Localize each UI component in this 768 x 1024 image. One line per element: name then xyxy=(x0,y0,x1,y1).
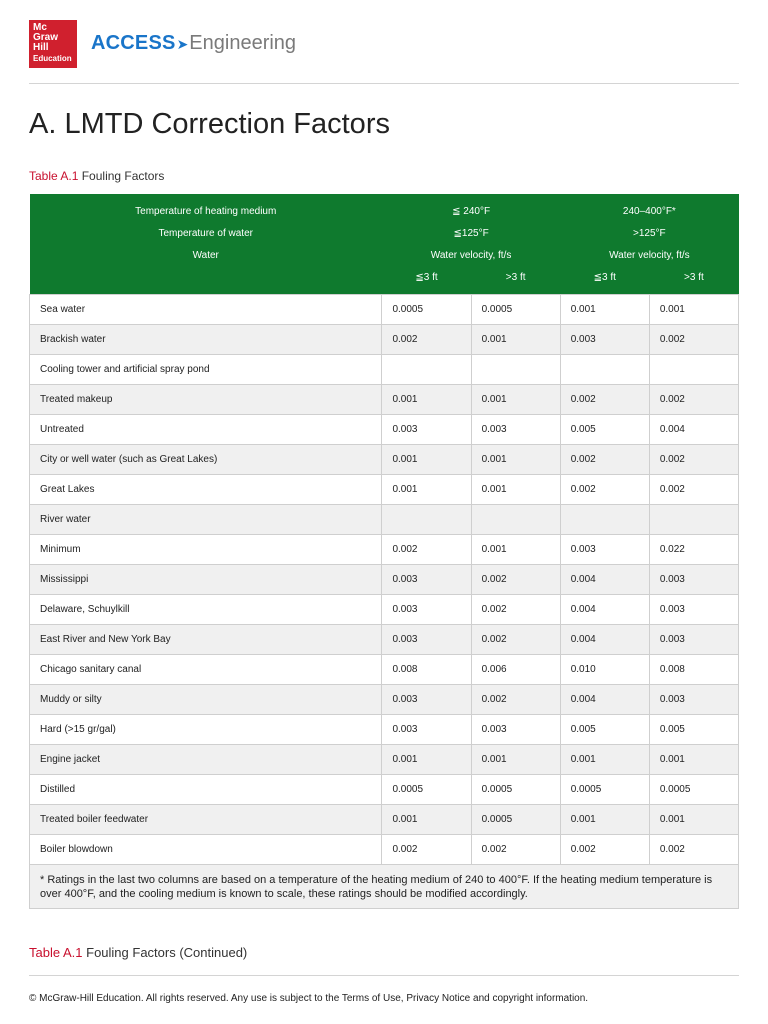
table-cell: 0.002 xyxy=(471,625,560,655)
table-cell: 0.002 xyxy=(471,565,560,595)
table-row xyxy=(30,685,739,715)
table-cell: 0.0005 xyxy=(382,295,471,325)
table-cell xyxy=(471,505,560,535)
table-cell: 0.002 xyxy=(649,385,738,415)
table-cell: 0.001 xyxy=(382,445,471,475)
table-cell: 0.0005 xyxy=(471,805,560,835)
table-cell: 0.008 xyxy=(649,655,738,685)
table-cell: 0.004 xyxy=(560,595,649,625)
table-cell: 0.005 xyxy=(649,715,738,745)
row-label: Minimum xyxy=(30,535,382,565)
header-cell: Water xyxy=(30,244,382,266)
table-cell: 0.003 xyxy=(471,415,560,445)
header-cell: >3 ft xyxy=(471,266,560,295)
table-row xyxy=(30,475,739,505)
row-label: Distilled xyxy=(30,775,382,805)
table-cell: 0.005 xyxy=(560,415,649,445)
table-caption xyxy=(29,169,164,183)
page-title: A. LMTD Correction Factors xyxy=(29,108,390,140)
table-row xyxy=(30,835,739,865)
header-row xyxy=(30,222,739,244)
row-label: Boiler blowdown xyxy=(30,835,382,865)
brand-access: ACCESS xyxy=(91,32,176,54)
header-cell: >3 ft xyxy=(649,266,738,295)
table-row xyxy=(30,805,739,835)
table-row xyxy=(30,625,739,655)
footer-divider xyxy=(29,975,739,976)
table-cell: 0.002 xyxy=(471,685,560,715)
table-row xyxy=(30,295,739,325)
table-cell: 0.004 xyxy=(560,685,649,715)
table-cell: 0.001 xyxy=(382,475,471,505)
table-caption-label[interactable]: Table A.1 xyxy=(29,169,79,183)
brand-arrow-icon: ➤ xyxy=(176,36,189,52)
row-label: Sea water xyxy=(30,295,382,325)
table-cell: 0.003 xyxy=(382,625,471,655)
table-row xyxy=(30,325,739,355)
table-cell: 0.003 xyxy=(649,595,738,625)
fouling-factors-table xyxy=(29,194,739,909)
table-cell: 0.001 xyxy=(560,745,649,775)
table-cell: 0.001 xyxy=(649,295,738,325)
table-cell: 0.001 xyxy=(560,805,649,835)
header-cell: ≦125°F xyxy=(382,222,560,244)
table-row xyxy=(30,655,739,685)
table-cell: 0.001 xyxy=(471,385,560,415)
header-cell: >125°F xyxy=(560,222,738,244)
logo-line: Hill xyxy=(33,42,49,53)
table-cell: 0.002 xyxy=(649,325,738,355)
row-label: Brackish water xyxy=(30,325,382,355)
table-cell xyxy=(649,355,738,385)
table-cell: 0.001 xyxy=(471,325,560,355)
logo-line: Graw xyxy=(33,32,59,43)
table-cell: 0.022 xyxy=(649,535,738,565)
table-cell: 0.001 xyxy=(471,535,560,565)
table-header xyxy=(30,194,739,295)
table-body xyxy=(30,295,739,909)
table-cell: 0.003 xyxy=(560,535,649,565)
table-cell: 0.0005 xyxy=(649,775,738,805)
table-cell: 0.003 xyxy=(649,565,738,595)
table-cell: 0.0005 xyxy=(560,775,649,805)
header-cell: ≦ 240°F xyxy=(382,194,560,222)
table-row xyxy=(30,745,739,775)
table-cell: 0.0005 xyxy=(471,295,560,325)
table-cell: 0.002 xyxy=(649,835,738,865)
table-row xyxy=(30,715,739,745)
table-cell: 0.004 xyxy=(560,565,649,595)
footnote-row xyxy=(30,865,739,909)
row-label: Chicago sanitary canal xyxy=(30,655,382,685)
table-cell xyxy=(649,505,738,535)
table-cell: 0.002 xyxy=(471,595,560,625)
row-label: Treated makeup xyxy=(30,385,382,415)
brand-engineering: Engineering xyxy=(189,32,297,54)
table-caption-text: Fouling Factors (Continued) xyxy=(86,945,248,960)
table-row xyxy=(30,595,739,625)
table-caption-continued xyxy=(29,945,247,960)
table-cell: 0.001 xyxy=(649,745,738,775)
row-label: Untreated xyxy=(30,415,382,445)
table-cell: 0.003 xyxy=(382,685,471,715)
table-cell: 0.001 xyxy=(382,385,471,415)
header-cell xyxy=(30,266,382,295)
table-cell xyxy=(560,505,649,535)
header-row xyxy=(30,266,739,295)
table-cell: 0.003 xyxy=(471,715,560,745)
table-cell: 0.002 xyxy=(560,445,649,475)
row-label: Muddy or silty xyxy=(30,685,382,715)
row-label: River water xyxy=(30,505,382,535)
table-cell: 0.003 xyxy=(382,415,471,445)
row-label: Cooling tower and artificial spray pond xyxy=(30,355,382,385)
table-cell: 0.004 xyxy=(649,415,738,445)
table-cell: 0.003 xyxy=(649,625,738,655)
table-cell: 0.010 xyxy=(560,655,649,685)
copyright-footer: © McGraw-Hill Education. All rights reserved. Any use is subject to the Terms of Use, Privacy Notice and copyright information. xyxy=(29,993,589,1004)
table-footnote: * Ratings in the last two columns are based on a temperature of the heating medium of 240 to 400°F. If the heating medium temperature is over 400°F, and the cooling medium is known to scale, these ratings should be modified accordingly. xyxy=(30,865,739,909)
row-label: Delaware, Schuylkill xyxy=(30,595,382,625)
row-label: Engine jacket xyxy=(30,745,382,775)
table-row xyxy=(30,535,739,565)
table-cell: 0.001 xyxy=(382,805,471,835)
table-cell: 0.001 xyxy=(649,805,738,835)
table-caption-text: Fouling Factors xyxy=(81,169,165,183)
table-cell xyxy=(560,355,649,385)
header-row xyxy=(30,244,739,266)
table-cell: 0.006 xyxy=(471,655,560,685)
table-cell: 0.003 xyxy=(649,685,738,715)
site-header xyxy=(29,20,739,84)
table-row xyxy=(30,505,739,535)
logo-line: Education xyxy=(33,54,72,63)
logo-line: Mc xyxy=(33,22,47,33)
mcgraw-hill-logo[interactable] xyxy=(29,20,77,68)
table-cell: 0.002 xyxy=(471,835,560,865)
table-row xyxy=(30,775,739,805)
table-cell: 0.0005 xyxy=(382,775,471,805)
table-cell: 0.004 xyxy=(560,625,649,655)
header-cell: ≦3 ft xyxy=(382,266,471,295)
table-cell: 0.002 xyxy=(382,535,471,565)
table-cell: 0.001 xyxy=(560,295,649,325)
table-cell: 0.002 xyxy=(382,835,471,865)
table-cell: 0.002 xyxy=(560,385,649,415)
table-cell: 0.001 xyxy=(471,445,560,475)
header-cell: Temperature of heating medium xyxy=(30,194,382,222)
table-cell: 0.001 xyxy=(471,745,560,775)
header-cell: Water velocity, ft/s xyxy=(382,244,560,266)
table-cell: 0.005 xyxy=(560,715,649,745)
access-engineering-logo[interactable] xyxy=(91,32,296,55)
table-cell: 0.0005 xyxy=(471,775,560,805)
table-cell: 0.002 xyxy=(649,475,738,505)
table-cell: 0.003 xyxy=(382,565,471,595)
header-cell: Water velocity, ft/s xyxy=(560,244,738,266)
row-label: Mississippi xyxy=(30,565,382,595)
row-label: Great Lakes xyxy=(30,475,382,505)
table-cell: 0.001 xyxy=(471,475,560,505)
header-cell: ≦3 ft xyxy=(560,266,649,295)
row-label: City or well water (such as Great Lakes) xyxy=(30,445,382,475)
header-cell: Temperature of water xyxy=(30,222,382,244)
table-caption-label[interactable]: Table A.1 xyxy=(29,945,83,960)
table-cell: 0.002 xyxy=(560,835,649,865)
table-cell: 0.002 xyxy=(649,445,738,475)
header-divider xyxy=(29,83,739,84)
table-cell: 0.003 xyxy=(382,715,471,745)
table-cell xyxy=(471,355,560,385)
table-row xyxy=(30,445,739,475)
table-cell: 0.003 xyxy=(382,595,471,625)
table-row xyxy=(30,355,739,385)
table-cell: 0.001 xyxy=(382,745,471,775)
table-cell xyxy=(382,505,471,535)
row-label: Treated boiler feedwater xyxy=(30,805,382,835)
table-cell xyxy=(382,355,471,385)
table-row xyxy=(30,385,739,415)
row-label: Hard (>15 gr/gal) xyxy=(30,715,382,745)
header-row xyxy=(30,194,739,222)
row-label: East River and New York Bay xyxy=(30,625,382,655)
table-cell: 0.002 xyxy=(560,475,649,505)
header-cell: 240–400°F* xyxy=(560,194,738,222)
table-row xyxy=(30,415,739,445)
table-row xyxy=(30,565,739,595)
table-cell: 0.002 xyxy=(382,325,471,355)
table-cell: 0.008 xyxy=(382,655,471,685)
table-cell: 0.003 xyxy=(560,325,649,355)
